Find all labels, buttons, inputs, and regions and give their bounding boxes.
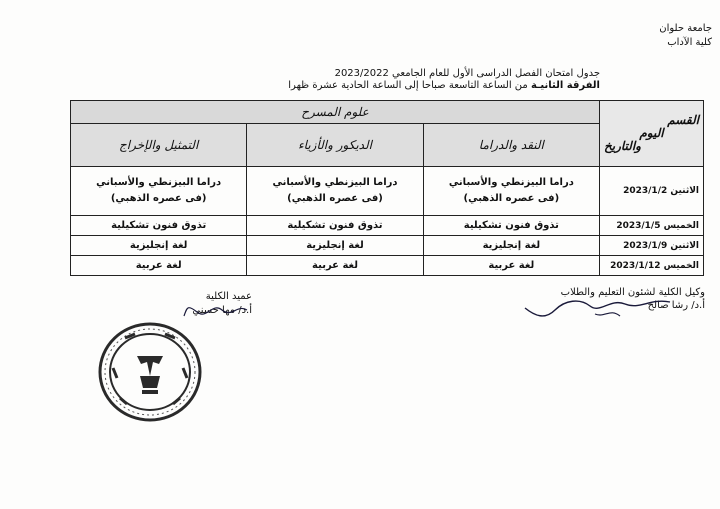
exam-cell: تذوق فنون تشكيلية	[423, 216, 599, 236]
column-header-criticism: النقد والدراما	[423, 124, 599, 167]
dean-title: عميد الكلية	[205, 291, 252, 302]
corner-header	[600, 101, 704, 167]
exam-cell	[71, 167, 247, 216]
exam-cell	[247, 167, 423, 216]
corner-dept-label: القسم	[667, 113, 699, 127]
vice-dean-title: وكيل الكلية لشئون التعليم والطلاب	[560, 287, 705, 298]
exam-name: دراما البيزنطي والأسباني	[272, 177, 398, 188]
exam-cell: لغة عربية	[247, 256, 423, 276]
column-header-decor: الديكور والأزياء	[247, 124, 423, 167]
row-date: الاثنين 2023/1/9	[600, 236, 704, 256]
table-row	[71, 167, 704, 216]
faculty-name: كلية الآداب	[667, 37, 712, 48]
vice-dean-handwritten-signature	[520, 296, 680, 320]
faculty-seal-stamp	[95, 318, 205, 426]
exam-cell: لغة إنجليزية	[247, 236, 423, 256]
exam-schedule-table	[70, 100, 704, 276]
exam-note: (فى عصره الذهبي)	[463, 193, 560, 204]
row-date: الخميس 2023/1/5	[600, 216, 704, 236]
dean-signature-block	[182, 290, 252, 318]
university-name: جامعة حلوان	[659, 23, 712, 34]
exam-note: (فى عصره الذهبي)	[110, 193, 207, 204]
exam-note: (فى عصره الذهبي)	[287, 193, 383, 204]
exam-name: دراما البيزنطي والأسباني	[448, 177, 574, 188]
table-row	[71, 236, 704, 256]
exam-name: دراما البيزنطي والأسباني	[96, 177, 222, 188]
exam-cell	[423, 167, 599, 216]
table-row	[71, 256, 704, 276]
year-level: الفرقة الثانيـة	[530, 80, 600, 91]
exam-cell: لغة عربية	[71, 256, 247, 276]
exam-cell: لغة إنجليزية	[71, 236, 247, 256]
schedule-header	[230, 68, 600, 92]
corner-day-label: اليوم	[639, 126, 664, 140]
exam-cell: لغة إنجليزية	[423, 236, 599, 256]
department-header: علوم المسرح	[71, 101, 600, 124]
university-header	[659, 22, 712, 50]
vice-dean-name: أ.د/ رشا صالح	[647, 300, 705, 311]
vice-dean-signature-block	[500, 286, 705, 312]
row-date: الاثنين 2023/1/2	[600, 167, 704, 216]
corner-date-label: والتاريخ	[604, 139, 641, 153]
exam-cell: لغة عربية	[423, 256, 599, 276]
exam-cell: تذوق فنون تشكيلية	[247, 216, 423, 236]
schedule-subtitle	[230, 80, 600, 92]
schedule-title: جدول امتحان الفصل الدراسى الأول للعام الجامعي 2023/2022	[334, 68, 600, 79]
table-row	[71, 216, 704, 236]
exam-time: من الساعة التاسعة صباحا إلى الساعة الحادية عشرة ظهرا	[288, 80, 528, 91]
column-header-acting: التمثيل والإخراج	[71, 124, 247, 167]
exam-cell: تذوق فنون تشكيلية	[71, 216, 247, 236]
row-date: الخميس 2023/1/12	[600, 256, 704, 276]
dean-name: أ.د/ مها حسني	[192, 305, 252, 316]
